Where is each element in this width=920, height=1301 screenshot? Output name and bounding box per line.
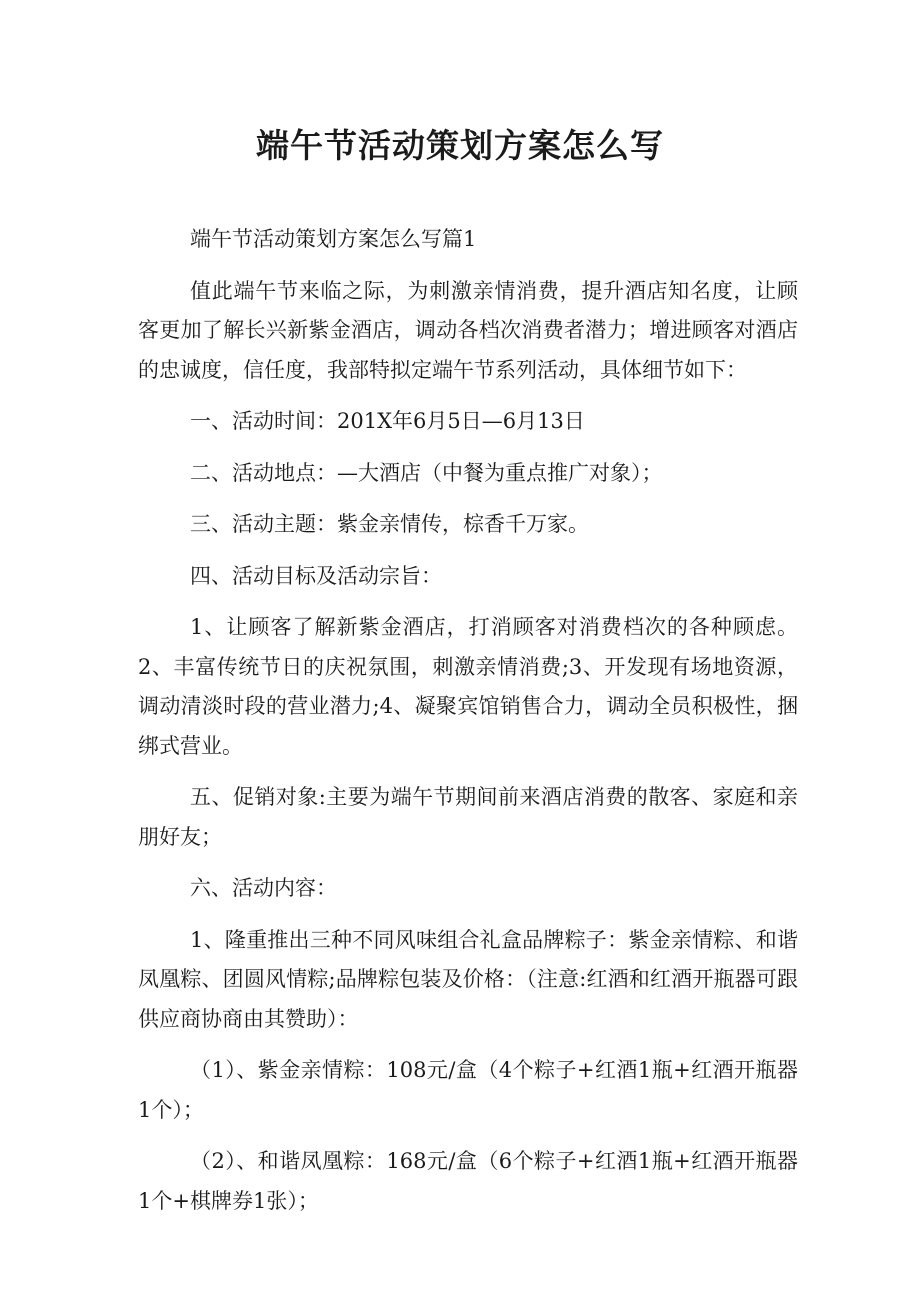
activity-content-heading: 六、活动内容： — [190, 876, 337, 900]
product-item-2: （2）、和谐凤凰粽：168元/盒（6个粽子+红酒1瓶+红酒开瓶器1个+棋牌券1张）； — [138, 1149, 798, 1213]
activity-theme: 三、活动主题：紫金亲情传，棕香千万家。 — [190, 512, 589, 536]
intro-paragraph: 值此端午节来临之际，为刺激亲情消费，提升酒店知名度，让顾客更加了解长兴新紫金酒店，调动各档次消费者潜力；增进顾客对酒店的忠诚度，信任度，我部特拟定端午节系列活动，具体细节如下： — [138, 278, 798, 382]
document-body — [138, 220, 798, 1221]
activity-goals-paragraph: 1、让顾客了解新紫金酒店，打消顾客对消费档次的各种顾虑。2、丰富传统节日的庆祝氛围，刺激亲情消费;3、开发现有场地资源，调动清淡时段的营业潜力;4、凝聚宾馆销售合力，调动全员积极性，捆绑式营业。 — [138, 615, 798, 758]
promotion-target: 五、促销对象:主要为端午节期间前来酒店消费的散客、家庭和亲朋好友； — [138, 785, 798, 849]
document-title: 端午节活动策划方案怎么写 — [256, 126, 664, 165]
activity-location: 二、活动地点：—大酒店（中餐为重点推广对象）； — [190, 460, 663, 485]
product-item-1: （1）、紫金亲情粽：108元/盒（4个粽子+红酒1瓶+红酒开瓶器1个）； — [138, 1058, 798, 1122]
activity-time: 一、活动时间：201X年6月5日—6月13日 — [190, 409, 585, 433]
section-heading: 端午节活动策划方案怎么写篇1 — [190, 227, 477, 251]
activity-goals-heading: 四、活动目标及活动宗旨： — [190, 563, 442, 588]
activity-content-item-1: 1、隆重推出三种不同风味组合礼盒品牌粽子：紫金亲情粽、和谐凤凰粽、团圆风情粽;品牌粽包装及价格：（注意:红酒和红酒开瓶器可跟供应商协商由其赞助）： — [138, 927, 798, 1031]
